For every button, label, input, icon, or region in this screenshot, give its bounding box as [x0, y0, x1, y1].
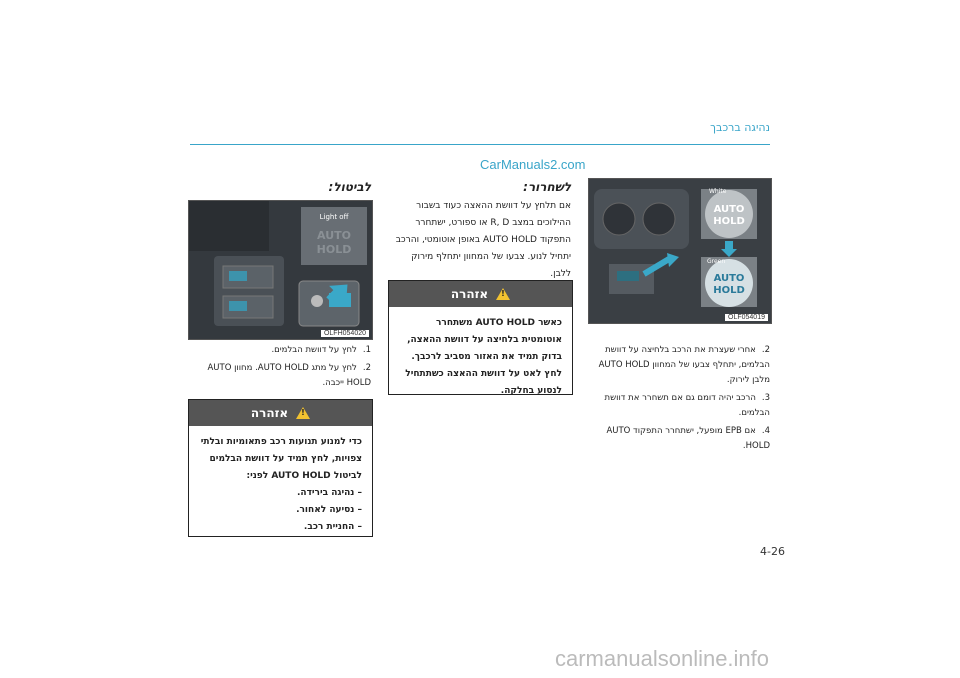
green-label: Green — [707, 258, 726, 265]
console-illustration — [189, 201, 372, 339]
step-item: 4.אם EPB מופעל, ישתחרר התפקוד AUTO HOLD. — [606, 426, 770, 451]
step-item: 2.לחץ על מתג AUTO HOLD. מחוון AUTO HOLD ייכבה. — [207, 363, 371, 388]
white-indicator — [701, 188, 757, 239]
dashboard-illustration — [589, 179, 771, 323]
warning-list-item: – החניית רכב. — [303, 522, 362, 532]
svg-text:HOLD: HOLD — [713, 285, 745, 296]
svg-text:AUTO: AUTO — [713, 204, 745, 215]
page-number: 4-26 — [760, 545, 785, 558]
green-indicator — [701, 257, 757, 307]
watermark-top: CarManuals2.com — [480, 157, 586, 172]
left-steps — [188, 343, 371, 391]
svg-text:AUTO: AUTO — [713, 273, 745, 284]
white-label: White — [709, 188, 727, 195]
step-item: 1.לחץ על דוושת הבלמים. — [271, 345, 371, 355]
step-item: 3.הרכב יהיה דומם גם אם תשחרר את דוושת הבלמים. — [604, 393, 770, 418]
cancel-warning-box — [188, 399, 373, 537]
warning-title: אזהרה — [450, 287, 489, 301]
release-section-title: לשחרור: — [523, 180, 571, 194]
figure-code: OLFH054020 — [321, 330, 369, 337]
warning-intro: כדי למנוע תנועות רכב פתאומיות ובלתי צפויות, לחץ תמיד על דוושת הבלמים לביטול AUTO HOLD לפני: — [200, 437, 362, 481]
svg-text:AUTO: AUTO — [317, 229, 351, 242]
auto-hold-indicator-figure — [588, 178, 772, 324]
warning-header — [389, 281, 572, 307]
header-divider — [190, 144, 770, 145]
release-warning-box — [388, 280, 573, 395]
header-title: נהיגה ברכבך — [710, 121, 770, 134]
step-item: 2.אחרי שעצרת את הרכב בלחיצה על דוושת הבלמים, יתחלף צבעו של המחוון AUTO HOLD מלבן לירוק. — [598, 345, 770, 385]
svg-text:HOLD: HOLD — [713, 216, 745, 227]
warning-text: כאשר AUTO HOLD משתחרר אוטומטית בלחיצה על דוושת ההאצה, בדוק תמיד את האזור מסביב לרכבך. לחץ לאט על דוושת ההאצה כשתתחיל לנסוע בחלקה. — [405, 318, 562, 396]
warning-triangle-icon — [496, 288, 510, 300]
figure-code: OLF054019 — [725, 314, 768, 321]
auto-hold-switch-figure — [188, 200, 373, 340]
cancel-section-title: לביטול: — [328, 180, 371, 194]
warning-title: אזהרה — [250, 406, 289, 420]
svg-text:HOLD: HOLD — [316, 243, 352, 256]
warning-triangle-icon — [296, 407, 310, 419]
warning-header — [189, 400, 372, 426]
warning-list-item: – נהיגה בירידה. — [297, 488, 362, 498]
right-steps — [588, 343, 770, 454]
warning-list-item: – נסיעה לאחור. — [296, 505, 362, 515]
light-off-label: Light off — [319, 213, 349, 221]
release-paragraph: אם תלחץ על דוושת ההאצה כעוד בשבור ההילוכים במצב R, D או ספורט, ישתחרר התפקוד AUTO HOLD באופן אוטומטי, והרכב יתחיל לנוע. צבעו של המחוון יתחלף מירוק ללבן. — [395, 201, 571, 279]
warning-text — [189, 426, 372, 544]
watermark-bottom: carmanualsonline.info — [555, 646, 770, 671]
